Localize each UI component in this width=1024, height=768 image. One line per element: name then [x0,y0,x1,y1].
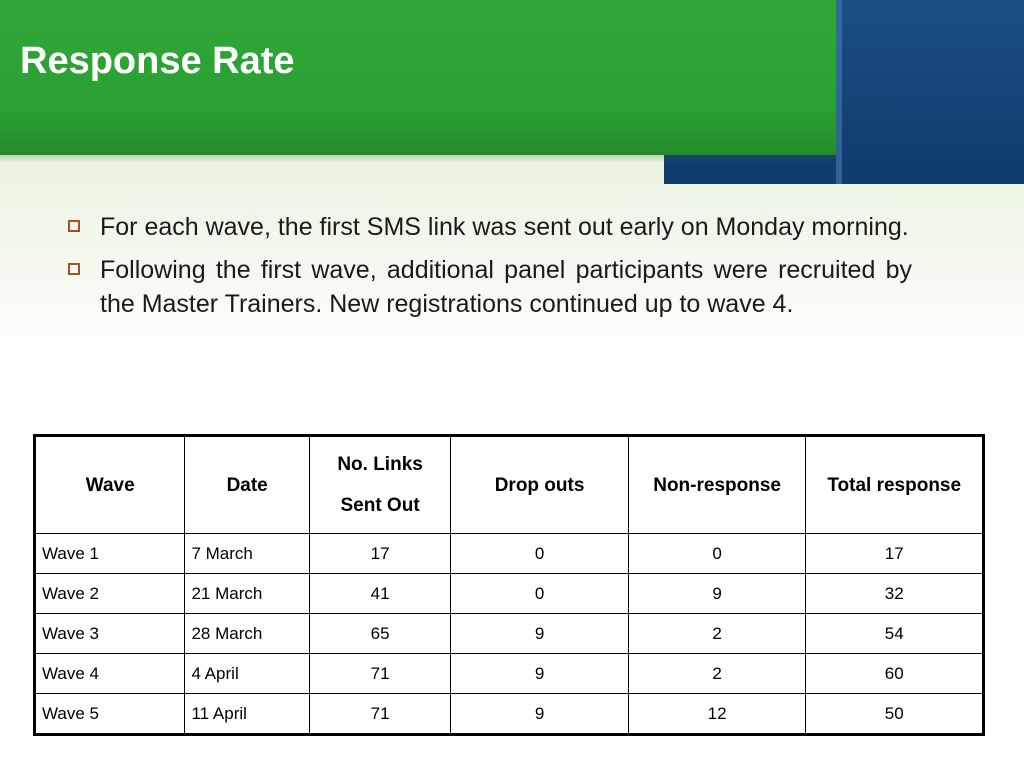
cell-date: 11 April [185,694,309,735]
table-row [35,654,984,694]
cell-wave: Wave 1 [35,534,185,574]
bullet-item [62,253,912,321]
cell-dropouts: 0 [451,534,629,574]
square-bullet-icon [68,220,80,232]
slide-title: Response Rate [20,40,295,82]
table-row [35,694,984,735]
response-table-container [33,434,985,736]
bullet-item [62,210,912,244]
table-row [35,574,984,614]
cell-dropouts: 9 [451,694,629,735]
cell-nonresponse: 9 [628,574,806,614]
cell-dropouts: 9 [451,654,629,694]
header-shadow [0,155,836,163]
bullet-text: Following the first wave, additional panel participants were recruited by the Master Trainers. New registrations continued up to wave 4. [100,256,912,318]
header-links-sent [309,436,450,534]
cell-nonresponse: 2 [628,654,806,694]
cell-links: 65 [309,614,450,654]
table-row [35,614,984,654]
cell-links: 41 [309,574,450,614]
header-accent-stripe [836,0,842,184]
table-header-row [35,436,984,534]
cell-date: 7 March [185,534,309,574]
header-date: Date [185,436,309,534]
cell-total: 54 [806,614,984,654]
cell-nonresponse: 2 [628,614,806,654]
cell-nonresponse: 0 [628,534,806,574]
bullet-list [62,210,912,330]
header-links-line1: No. Links [337,454,423,475]
header-nonresponse: Non-response [628,436,806,534]
cell-wave: Wave 5 [35,694,185,735]
cell-links: 71 [309,694,450,735]
response-rate-table [33,434,985,736]
cell-date: 21 March [185,574,309,614]
cell-wave: Wave 3 [35,614,185,654]
cell-date: 4 April [185,654,309,694]
header-dropouts: Drop outs [451,436,629,534]
square-bullet-icon [68,263,80,275]
table-row [35,534,984,574]
bullet-text: For each wave, the first SMS link was sent out early on Monday morning. [100,213,909,241]
cell-total: 17 [806,534,984,574]
cell-total: 60 [806,654,984,694]
cell-wave: Wave 2 [35,574,185,614]
cell-total: 50 [806,694,984,735]
header-total-response: Total response [806,436,984,534]
cell-total: 32 [806,574,984,614]
cell-links: 71 [309,654,450,694]
cell-nonresponse: 12 [628,694,806,735]
header-wave: Wave [35,436,185,534]
cell-wave: Wave 4 [35,654,185,694]
cell-dropouts: 0 [451,574,629,614]
cell-dropouts: 9 [451,614,629,654]
cell-date: 28 March [185,614,309,654]
header-links-line2: Sent Out [340,495,420,516]
cell-links: 17 [309,534,450,574]
